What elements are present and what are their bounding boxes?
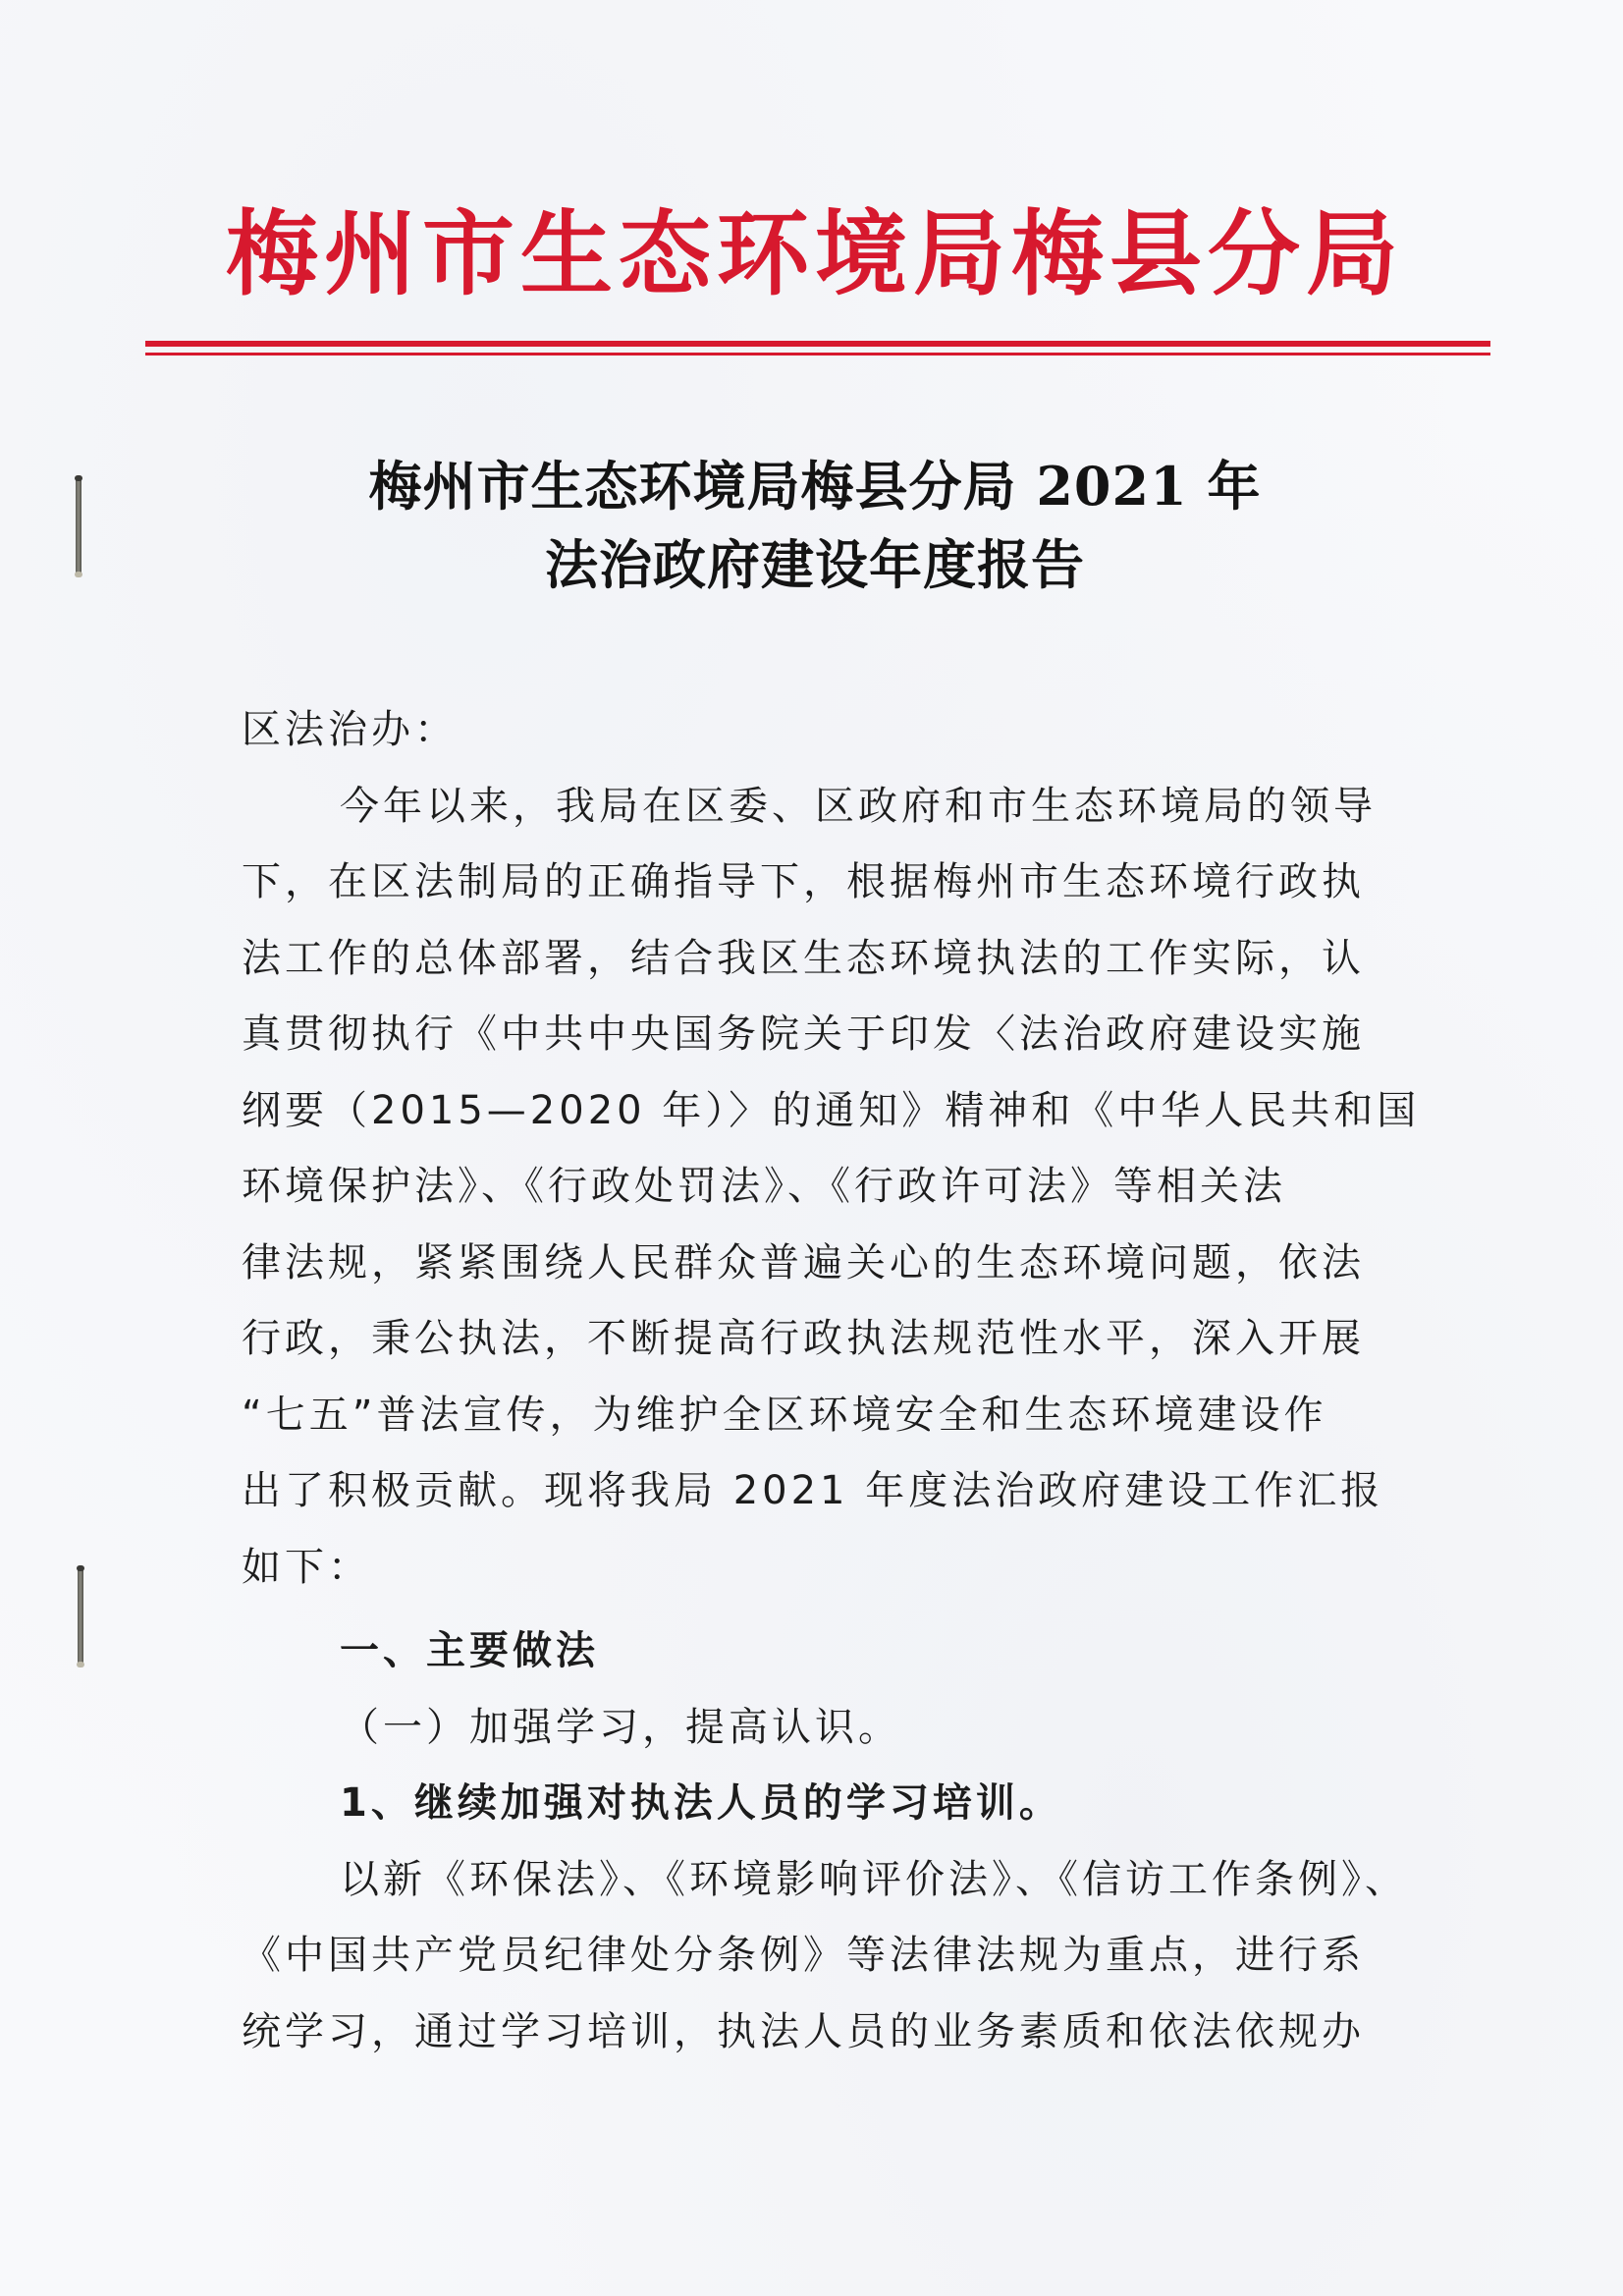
staple-bottom: [78, 1567, 83, 1666]
letterhead-org-name: 梅州市生态环境局梅县分局: [225, 200, 1404, 308]
paragraph-line: 如下：: [242, 1544, 371, 1590]
paragraph-line: 纲要（2015—2020 年）〉的通知》精神和《中华人民共和国: [242, 1087, 1421, 1133]
paragraph-line: “七五”普法宣传，为维护全区环境安全和生态环境建设作: [242, 1392, 1327, 1438]
paragraph-line: 律法规，紧紧围绕人民群众普遍关心的生态环境问题，依法: [242, 1239, 1365, 1285]
paragraph-line: 出了积极贡献。现将我局 2021 年度法治政府建设工作汇报: [242, 1468, 1384, 1513]
subsection-heading: （一）加强学习，提高认识。: [340, 1704, 901, 1750]
paragraph-line: 以新《环保法》、《环境影响评价法》、《信访工作条例》、: [340, 1856, 1408, 1902]
paragraph-line: 法工作的总体部署，结合我区生态环境执法的工作实际，认: [242, 935, 1365, 981]
document-title-line-1: 梅州市生态环境局梅县分局 2021 年: [368, 455, 1262, 518]
paragraph-line: 环境保护法》、《行政处罚法》、《行政许可法》等相关法: [242, 1164, 1286, 1209]
document-body: [242, 692, 1421, 2070]
paragraph-line: 行政，秉公执法，不断提高行政执法规范性水平，深入开展: [242, 1316, 1365, 1361]
paragraph-line: 真贯彻执行《中共中央国务院关于印发〈法治政府建设实施: [242, 1011, 1365, 1057]
document-title-line-2: 法治政府建设年度报告: [545, 533, 1085, 596]
letterhead-rule-thick: [145, 341, 1490, 347]
section-heading: 一、主要做法: [340, 1628, 599, 1673]
document-title: [177, 447, 1453, 604]
paragraph-line: 今年以来，我局在区委、区政府和市生态环境局的领导: [340, 783, 1377, 829]
salutation: 区法治办：: [242, 707, 458, 752]
item-heading: 1、继续加强对执法人员的学习培训。: [340, 1780, 1062, 1826]
staple-top: [76, 477, 81, 575]
paragraph-line: 下，在区法制局的正确指导下，根据梅州市生态环境行政执: [242, 859, 1365, 904]
paragraph-line: 《中国共产党员纪律处分条例》等法律法规为重点，进行系: [242, 1933, 1365, 1978]
paragraph-line: 统学习，通过学习培训，执法人员的业务素质和依法依规办: [242, 2008, 1365, 2054]
letterhead-rule-thin: [145, 353, 1490, 355]
